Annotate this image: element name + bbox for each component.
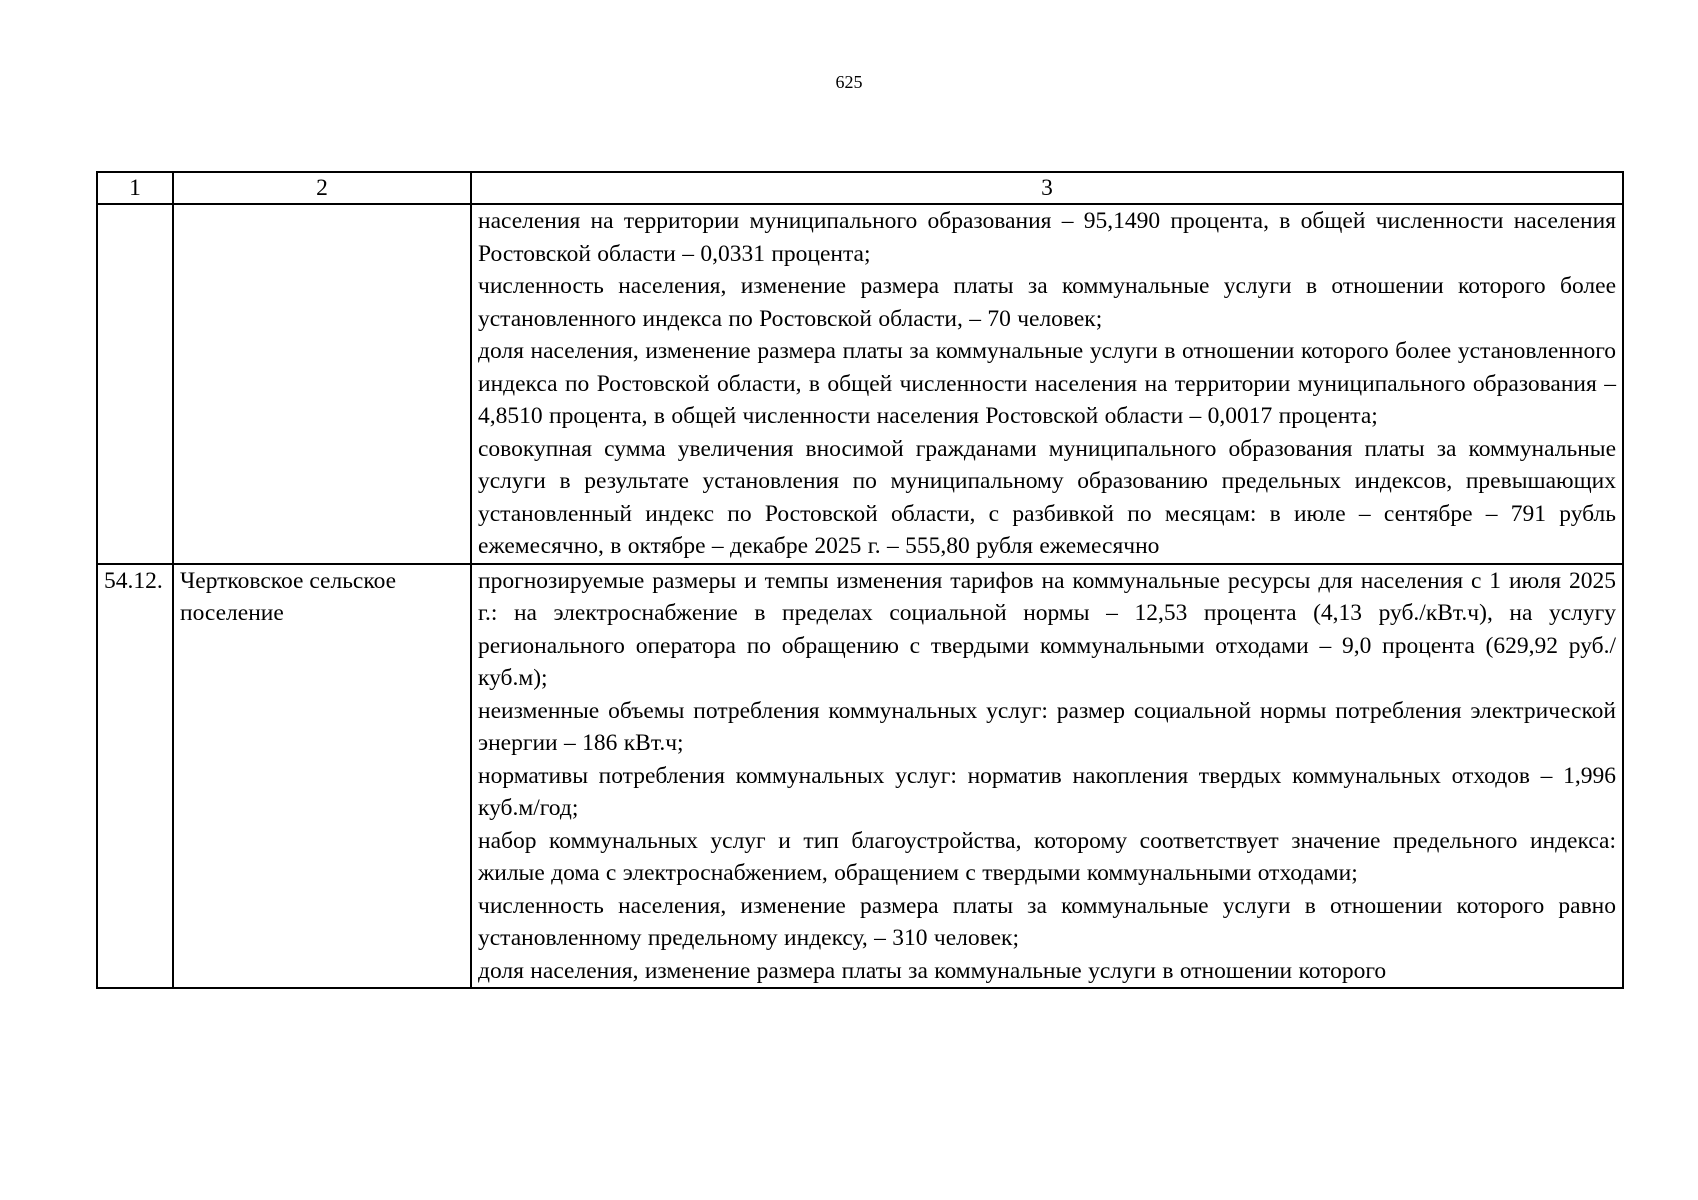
description-paragraph: численность населения, изменение размера платы за коммунальные услуги в отношении которого более установленного индекса по Ростовской области, – 70 человек; (478, 273, 1616, 332)
row-number-cell: 54.12. (97, 564, 173, 989)
description-paragraph: прогнозируемые размеры и темпы изменения тарифов на коммунальные ресурсы для населения с 1 июля 2025 г.: на электроснабжение в пределах социальной нормы – 12,53 процента (4,13 руб./кВт.ч), на услугу регионального оператора по обращению с твердыми коммунальными отходами – 9,0 процента (629,92 руб./куб.м); (478, 567, 1616, 691)
description-cell (471, 564, 1623, 989)
description-paragraph: нормативы потребления коммунальных услуг: норматив накопления твердых коммунальных отходов – 1,996 куб.м/год; (478, 762, 1616, 821)
municipality-name-cell: Чертковское сельское поселение (173, 564, 471, 989)
column-header-3: 3 (471, 172, 1623, 204)
table-row (97, 564, 1623, 989)
description-paragraph: неизменные объемы потребления коммунальных услуг: размер социальной нормы потребления электрической энергии – 186 кВт.ч; (478, 697, 1616, 756)
document-table (96, 171, 1624, 989)
description-paragraph: численность населения, изменение размера платы за коммунальные услуги в отношении которого равно установленному предельному индексу, – 310 человек; (478, 892, 1616, 951)
table-header-row (97, 172, 1623, 204)
description-cell (471, 204, 1623, 564)
row-number-cell (97, 204, 173, 564)
description-paragraph: набор коммунальных услуг и тип благоустройства, которому соответствует значение предельного индекса: жилые дома с электроснабжением, обращением с твердыми коммунальными отходами; (478, 827, 1616, 886)
description-paragraph: совокупная сумма увеличения вносимой гражданами муниципального образования платы за коммунальные услуги в результате установления по муниципальному образованию предельных индексов, превышающих установленный индекс по Ростовской области, с разбивкой по месяцам: в июле – сентябре – 791 рубль ежемесячно, в октябре – декабре 2025 г. – 555,80 рубля ежемесячно (478, 435, 1616, 559)
column-header-2: 2 (173, 172, 471, 204)
description-paragraph: доля населения, изменение размера платы за коммунальные услуги в отношении которого более установленного индекса по Ростовской области, в общей численности населения на территории муниципального образования – 4,8510 процента, в общей численности населения Ростовской области – 0,0017 процента; (478, 338, 1616, 429)
page-number: 625 (835, 72, 863, 92)
municipality-name-cell (173, 204, 471, 564)
description-paragraph: доля населения, изменение размера платы за коммунальные услуги в отношении которого (478, 957, 1387, 984)
description-paragraph: населения на территории муниципального образования – 95,1490 процента, в общей численности населения Ростовской области – 0,0331 процента; (478, 208, 1616, 267)
column-header-1: 1 (97, 172, 173, 204)
table-row (97, 204, 1623, 564)
